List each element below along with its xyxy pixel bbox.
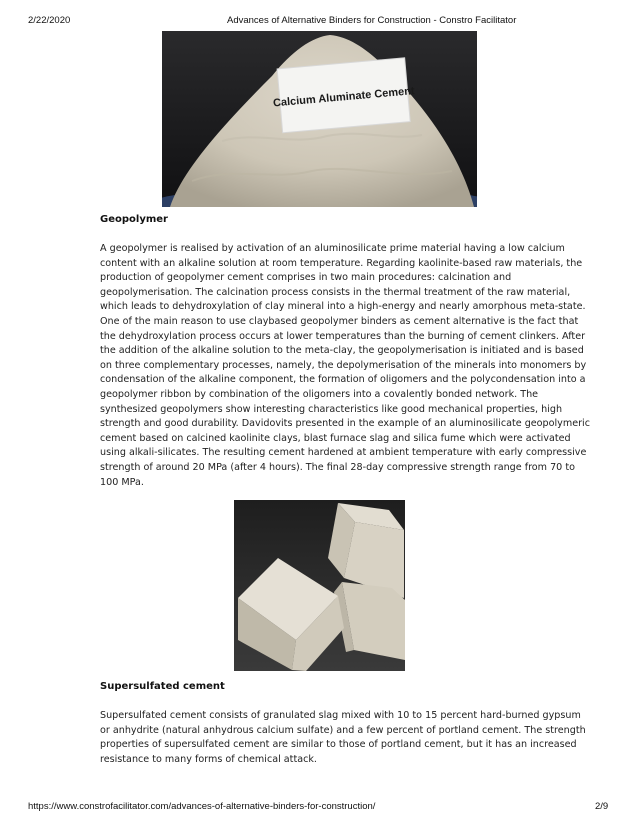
text-line: A geopolymer is realised by activation of an aluminosilicate prime material having a low calcium (100, 243, 565, 254)
text-line: strength and good durability. Davidovits presented in the example of an aluminosilicate geopolymeric (100, 418, 590, 430)
supersulfated-paragraph (100, 709, 586, 767)
text-line: which leads to dehydroxylation of clay mineral into a high-energy and nearly amorphous meta-state. (100, 301, 586, 313)
cement-powder-photo (162, 31, 477, 207)
page-title: Advances of Alternative Binders for Construction - Constro Facilitator (227, 15, 517, 26)
text-line: geopolymerisation. The calcination process consists in the thermal treatment of the raw material, (100, 286, 571, 298)
text-line: 100 MPa. (100, 476, 144, 488)
text-line: condensation of the alkaline component, the formation of oligomers and the polycondensation into a (100, 374, 586, 386)
text-line: on three complementary processes, namely, the depolymerisation of the minerals into monomers by (100, 359, 587, 371)
heading-geopolymer: Geopolymer (100, 214, 168, 225)
page-number: 2/9 (595, 801, 609, 812)
cement-bag-label: Calcium Aluminate Cement (272, 85, 416, 110)
text-line: production of geopolymer cement comprises in two main procedures: calcination and (100, 272, 512, 284)
text-line: the dehydroxylation process occurs at lower temperatures than the burning of cement clinkers. After (100, 330, 586, 342)
text-line: properties of supersulfated cement are similar to those of portland cement, but it has an increased (100, 739, 577, 751)
text-line: or anhydrite (natural anhydrous calcium sulfate) and a few percent of portland cement. The strength (100, 724, 586, 736)
geopolymer-blocks-photo (234, 500, 405, 671)
print-date: 2/22/2020 (28, 15, 71, 26)
text-line: One of the main reason to use claybased geopolymer binders as cement alternative is the fact that (100, 315, 579, 327)
text-line: strength of around 20 MPa (after 4 hours). The final 28-day compressive strength range from 70 to (100, 461, 575, 473)
text-line: cement based on calcined kaolinite clays, blast furnace slag and silica fume which were activated (100, 432, 571, 444)
text-line: geopolymer ribbon by combination of the oligomers into a covalently bonded network. The (100, 388, 539, 400)
text-line: content with an alkaline solution at room temperature. Regarding kaolinite-based raw materials, the (100, 257, 583, 269)
text-line: resistance to many forms of chemical attack. (100, 753, 317, 765)
text-line: using alkali-silicates. The resulting cement hardened at ambient temperature with early compressive (100, 447, 587, 459)
text-line: the addition of the alkaline solution to the meta-clay, the geopolymerisation is initiated and is based (100, 345, 584, 357)
text-line: synthesized geopolymers show interesting characteristics like good mechanical properties, high (100, 403, 563, 415)
geopolymer-paragraph (100, 242, 590, 490)
text-line: Supersulfated cement consists of granulated slag mixed with 10 to 15 percent hard-burned gypsum (100, 710, 581, 721)
heading-supersulfated-cement: Supersulfated cement (100, 681, 225, 692)
page-url: https://www.constrofacilitator.com/advances-of-alternative-binders-for-construction/ (28, 801, 376, 812)
